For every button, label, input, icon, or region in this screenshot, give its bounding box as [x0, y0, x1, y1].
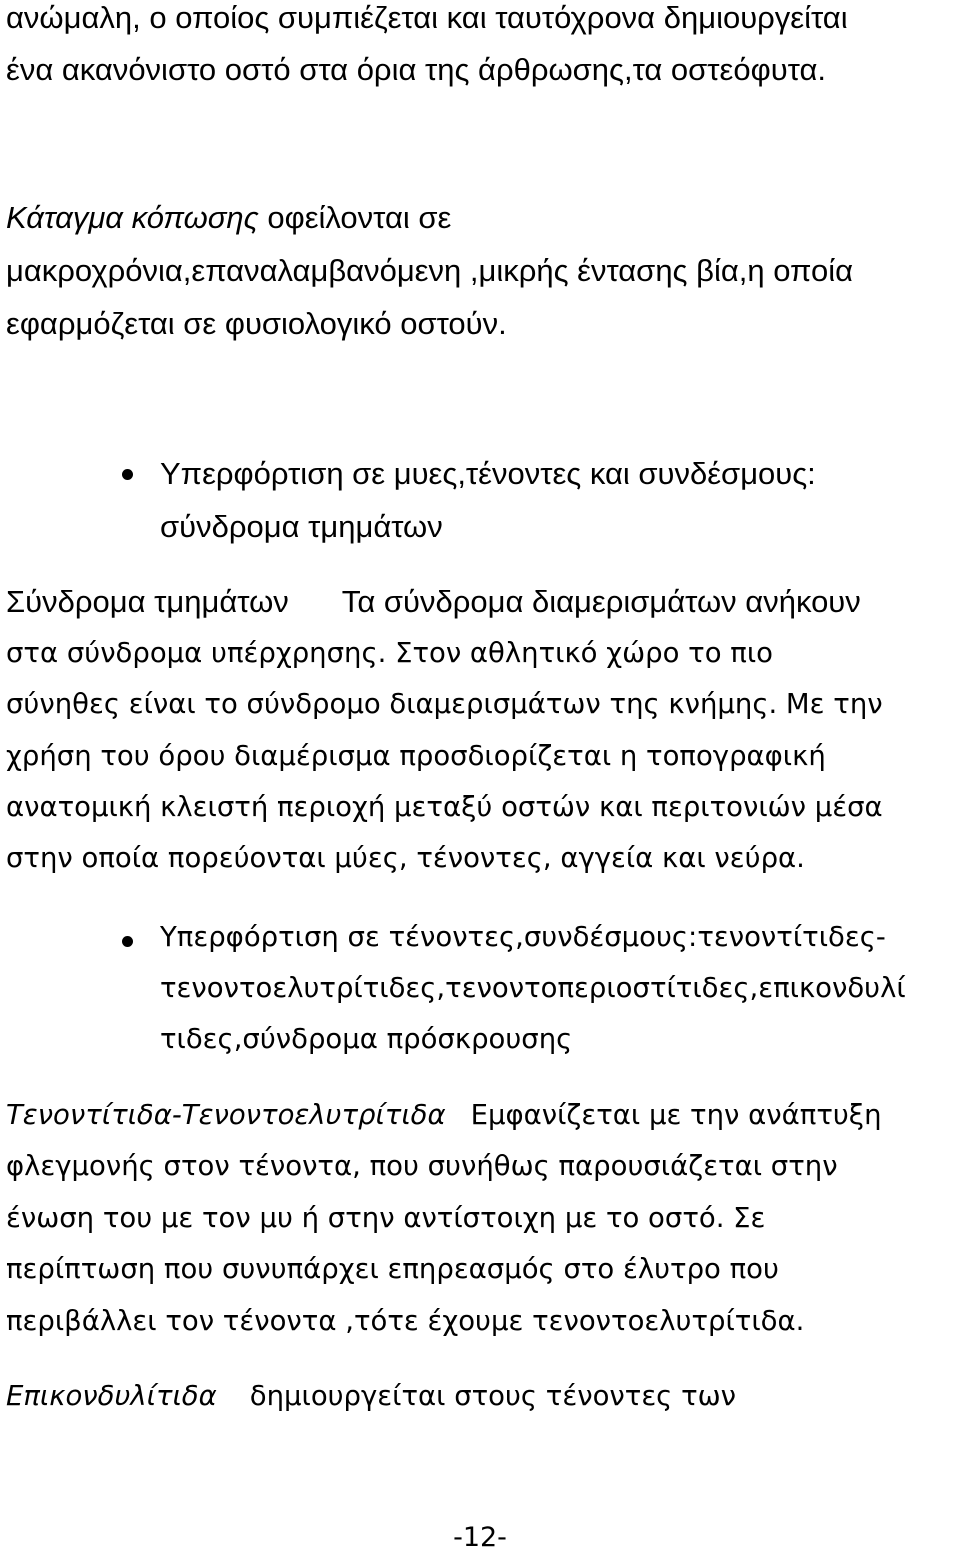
bullet-heading-line: σύνδρομα τμημάτων — [160, 509, 443, 544]
bullet-heading-line: Υπερφόρτιση σε τένοντες,συνδέσμους:τενοντίτιδες- — [160, 921, 886, 953]
text-line: ένωση του με τον μυ ή στην αντίστοιχη με το οστό. Σε — [6, 1202, 766, 1234]
text-line: ανατομική κλειστή περιοχή μεταξύ οστών και περιτονιών μέσα — [6, 791, 883, 823]
text-line: σύνηθες είναι το σύνδρομο διαμερισμάτων της κνήμης. Με την — [6, 688, 883, 720]
text-line: χρήση του όρου διαμέρισμα προσδιορίζεται η τοπογραφική — [6, 740, 826, 772]
bullet-icon — [122, 469, 133, 480]
bullet-heading-line: τενοντοελυτρίτιδες,τενοντοπεριοστίτιδες,επικονδυλί — [160, 972, 906, 1004]
paragraph-epicondylitis-line — [6, 1370, 736, 1422]
text-span: Τα σύνδρομα διαμερισμάτων ανήκουν — [341, 584, 861, 619]
text-line: ανώμαλη, ο οποίος συμπιέζεται και ταυτόχρονα δημιουργείται — [6, 0, 848, 35]
text-line: περιβάλλει τον τένοντα ,τότε έχουμε τενοντοελυτρίτιδα. — [6, 1305, 805, 1337]
bullet-icon — [122, 936, 133, 947]
term-epicondylitis: Επικονδυλίτιδα — [6, 1380, 217, 1412]
paragraph-tendinitis-line — [6, 1089, 882, 1141]
term-tendinitis: Τενοντίτιδα-Τενοντοελυτρίτιδα — [6, 1099, 446, 1131]
text-line: στην οποία πορεύονται μύες, τένοντες, αγγεία και νεύρα. — [6, 842, 805, 874]
paragraph-compartment-line — [6, 576, 861, 628]
paragraph-fatigue-fracture-line — [6, 192, 451, 244]
bullet-heading-line: τιδες,σύνδρομα πρόσκρουσης — [160, 1023, 573, 1055]
term-compartment-syndrome: Σύνδρομα τμημάτων — [6, 584, 289, 619]
text-line: ένα ακανόνιστο οστό στα όρια της άρθρωσης,τα οστεόφυτα. — [6, 52, 827, 87]
text-span: Εμφανίζεται με την ανάπτυξη — [470, 1099, 882, 1131]
text-span: δημιουργείται στους τένοντες των — [249, 1380, 737, 1412]
text-span: οφείλονται σε — [258, 200, 452, 235]
text-line: εφαρμόζεται σε φυσιολογικό οστούν. — [6, 306, 507, 341]
text-line: μακροχρόνια,επαναλαμβανόμενη ,μικρής έντασης βία,η οποία — [6, 253, 854, 288]
page-number: -12- — [453, 1522, 507, 1553]
term-fatigue-fracture: Κάταγμα κόπωσης — [6, 200, 259, 235]
text-line: φλεγμονής στον τένοντα, που συνήθως παρουσιάζεται στην — [6, 1150, 838, 1182]
text-line: περίπτωση που συνυπάρχει επηρεασμός στο έλυτρο που — [6, 1253, 779, 1285]
bullet-heading-line: Υπερφόρτιση σε μυες,τένοντες και συνδέσμους: — [160, 456, 816, 491]
text-line: στα σύνδρομα υπέρχρησης. Στον αθλητικό χώρο το πιο — [6, 637, 773, 669]
